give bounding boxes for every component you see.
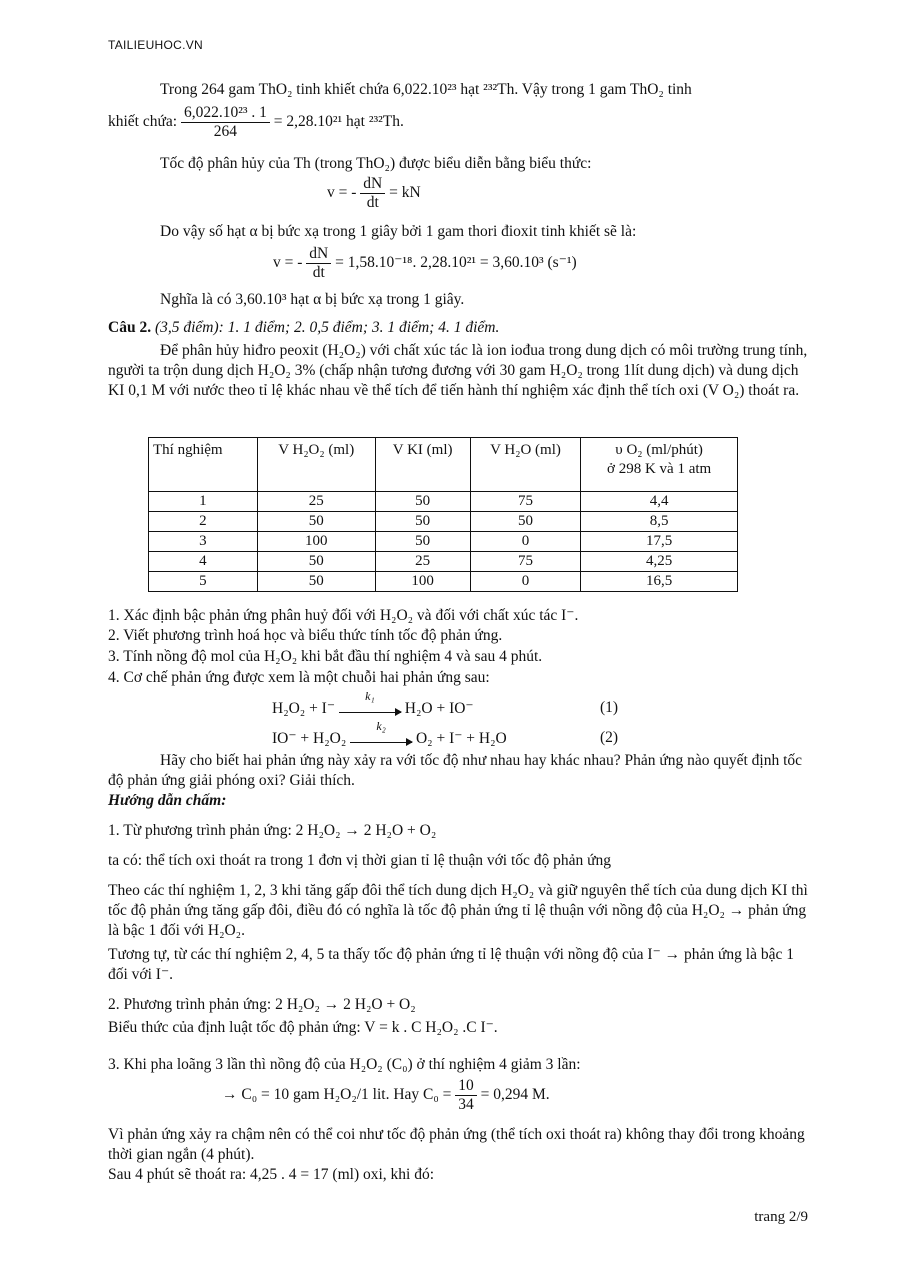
table-row bbox=[149, 512, 738, 532]
table-header-row bbox=[149, 438, 738, 492]
reaction-1 bbox=[272, 689, 474, 718]
header-v-h2o: V H₂O (ml) bbox=[470, 438, 580, 492]
table-cell: 0 bbox=[470, 532, 580, 552]
table-cell: 4,25 bbox=[581, 552, 738, 572]
header-rate-conditions: ở 298 K và 1 atm bbox=[607, 461, 712, 477]
table-cell: 16,5 bbox=[581, 572, 738, 592]
arrow-icon bbox=[350, 719, 412, 743]
equation-alpha-rate bbox=[273, 245, 577, 282]
answer-2-equation: 2. Phương trình phản ứng: 2 H₂O₂ → 2 H₂O + O₂ bbox=[108, 996, 416, 1013]
paragraph-alpha: Do vậy số hạt α bị bức xạ trong 1 giây bởi 1 gam thori đioxit tinh khiết sẽ là: bbox=[160, 223, 637, 240]
reaction-reactants: IO⁻ + H₂O₂ bbox=[272, 730, 347, 747]
site-header: TAILIEUHOC.VN bbox=[108, 38, 204, 52]
grading-guide-title: Hướng dẫn chấm: bbox=[108, 792, 227, 809]
reaction-2 bbox=[272, 719, 507, 748]
table-row bbox=[149, 492, 738, 512]
question-item-1: 1. Xác định bậc phản ứng phân huỷ đối với H₂O₂ và đối với chất xúc tác I⁻. bbox=[108, 607, 579, 624]
fraction-numerator: dN bbox=[306, 245, 331, 264]
equation-lead: v = - bbox=[273, 254, 303, 272]
paragraph-rate-expression: Tốc độ phân hủy của Th (trong ThO₂) được biểu diễn bằng biểu thức: bbox=[160, 155, 592, 172]
question-points: (3,5 điểm): 1. 1 điểm; 2. 0,5 điểm; 3. 1 điểm; 4. 1 điểm. bbox=[154, 319, 500, 336]
table-cell: 100 bbox=[257, 532, 375, 552]
answer-1-line-2: ta có: thể tích oxi thoát ra trong 1 đơn vị thời gian tỉ lệ thuận với tốc độ phản ứng bbox=[108, 852, 612, 869]
question-label: Câu 2. bbox=[108, 319, 152, 336]
fraction bbox=[181, 104, 270, 141]
reaction-reactants: H₂O₂ + I⁻ bbox=[272, 700, 336, 717]
answer-3-line-1: 3. Khi pha loãng 3 lần thì nồng độ của H₂O₂ (C₀) ở thí nghiệm 4 giảm 3 lần: bbox=[108, 1056, 581, 1073]
equation-lead: khiết chứa: bbox=[108, 113, 178, 131]
fraction-denominator: dt bbox=[366, 194, 379, 211]
table-cell: 3 bbox=[149, 532, 258, 552]
table-cell: 50 bbox=[257, 552, 375, 572]
fraction-denominator: dt bbox=[312, 264, 325, 281]
table-cell: 0 bbox=[470, 572, 580, 592]
header-v-h2o2: V H₂O₂ (ml) bbox=[257, 438, 375, 492]
rate-constant: k₁ bbox=[365, 689, 375, 703]
arrow-icon bbox=[339, 689, 401, 713]
fraction-denominator: 264 bbox=[213, 123, 238, 140]
answer-3-line-4: Sau 4 phút sẽ thoát ra: 4,25 . 4 = 17 (ml) oxi, khi đó: bbox=[108, 1166, 435, 1183]
question-item-3: 3. Tính nồng độ mol của H₂O₂ khi bắt đầu thí nghiệm 4 và sau 4 phút. bbox=[108, 648, 543, 665]
table-cell: 1 bbox=[149, 492, 258, 512]
table-cell: 75 bbox=[470, 492, 580, 512]
reaction-products: O₂ + I⁻ + H₂O bbox=[415, 730, 507, 747]
fraction bbox=[306, 245, 331, 282]
fraction bbox=[455, 1077, 477, 1114]
answer-3-line-3: Vì phản ứng xảy ra chậm nên có thể coi như tốc độ phản ứng (thể tích oxi thoát ra) không thay đổi trong khoảng thời gian ngắn (4 phút). bbox=[108, 1126, 805, 1163]
table-row bbox=[149, 572, 738, 592]
header-experiment: Thí nghiệm bbox=[149, 438, 258, 492]
table-cell: 4,4 bbox=[581, 492, 738, 512]
reaction-2-number: (2) bbox=[600, 729, 619, 746]
question-2-heading bbox=[108, 319, 499, 337]
equation-lead: → C₀ = 10 gam H₂O₂/1 lit. Hay C₀ = bbox=[222, 1086, 452, 1104]
header-rate-label: υ O₂ (ml/phút) bbox=[615, 442, 703, 458]
fraction-denominator: 34 bbox=[458, 1096, 474, 1113]
table-cell: 50 bbox=[375, 532, 470, 552]
fraction-numerator: 6,022.10²³ . 1 bbox=[181, 104, 270, 123]
equation-rate bbox=[327, 175, 421, 212]
question-item-2: 2. Viết phương trình hoá học và biểu thức tính tốc độ phản ứng. bbox=[108, 627, 503, 644]
header-rate-o2 bbox=[581, 438, 738, 492]
equation-result: = 0,294 M. bbox=[480, 1086, 550, 1104]
equation-result: = 1,58.10⁻¹⁸. 2,28.10²¹ = 3,60.10³ (s⁻¹) bbox=[335, 254, 577, 272]
table-cell: 75 bbox=[470, 552, 580, 572]
question-item-4: 4. Cơ chế phản ứng được xem là một chuỗi hai phản ứng sau: bbox=[108, 669, 490, 686]
table-cell: 2 bbox=[149, 512, 258, 532]
table-cell: 17,5 bbox=[581, 532, 738, 552]
answer-1-line-3: Theo các thí nghiệm 1, 2, 3 khi tăng gấp đôi thể tích dung dịch H₂O₂ và giữ nguyên thể tích của dung dịch KI thì tốc độ phản ứng tăng gấp đôi, điều đó có nghĩa là tốc độ phản ứng tỉ lệ thuận với nồng độ của H₂O₂ → phản ứng là bậc 1 đối với H₂O₂. bbox=[108, 882, 808, 939]
table-cell: 50 bbox=[257, 512, 375, 532]
table-cell: 4 bbox=[149, 552, 258, 572]
table-cell: 50 bbox=[257, 572, 375, 592]
table-cell: 50 bbox=[375, 512, 470, 532]
answer-1-line-4: Tương tự, từ các thí nghiệm 2, 4, 5 ta thấy tốc độ phản ứng tỉ lệ thuận với nồng độ của I⁻ → phản ứng là bậc 1 đối với I⁻. bbox=[108, 946, 795, 983]
equation-lead: v = - bbox=[327, 184, 357, 202]
table-cell: 50 bbox=[470, 512, 580, 532]
fraction bbox=[360, 175, 385, 212]
header-v-ki: V KI (ml) bbox=[375, 438, 470, 492]
table-cell: 100 bbox=[375, 572, 470, 592]
table-row bbox=[149, 552, 738, 572]
question-4-text: Hãy cho biết hai phản ứng này xảy ra với tốc độ như nhau hay khác nhau? Phản ứng nào quyết định tốc độ phản ứng giải phóng oxi? Giải thích. bbox=[108, 752, 803, 789]
question-2-intro: Để phân hủy hiđro peoxit (H₂O₂) với chất xúc tác là ion iođua trong dung dịch có môi trường trung tính, người ta trộn dung dịch H₂O₂ 3% (chấp nhận tương đương với 30 gam H₂O₂ trong 1lít dung dịch) và dung dịch KI 0,1 M với nước theo tỉ lệ khác nhau về thể tích để tiến hành thí nghiệm xác định thể tích oxi (V O₂) thoát ra. bbox=[108, 342, 808, 399]
reaction-products: H₂O + IO⁻ bbox=[404, 700, 474, 717]
answer-2-rate-law: Biểu thức của định luật tốc độ phản ứng: V = k . C H₂O₂ .C I⁻. bbox=[108, 1019, 498, 1036]
fraction-numerator: 10 bbox=[455, 1077, 477, 1096]
table-cell: 25 bbox=[257, 492, 375, 512]
table-cell: 50 bbox=[375, 492, 470, 512]
paragraph-conclusion: Nghĩa là có 3,60.10³ hạt α bị bức xạ trong 1 giây. bbox=[160, 291, 465, 308]
equation-result: = 2,28.10²¹ hạt ²³²Th. bbox=[273, 113, 404, 131]
table-cell: 25 bbox=[375, 552, 470, 572]
page-number: trang 2/9 bbox=[754, 1209, 808, 1225]
paragraph-tho2: Trong 264 gam ThO₂ tinh khiết chứa 6,022.10²³ hạt ²³²Th. Vậy trong 1 gam ThO₂ tinh bbox=[160, 81, 692, 98]
table-cell: 8,5 bbox=[581, 512, 738, 532]
equation-th-per-gram bbox=[108, 104, 404, 141]
table-row bbox=[149, 532, 738, 552]
table-cell: 5 bbox=[149, 572, 258, 592]
experiment-table bbox=[148, 437, 738, 592]
equation-result: = kN bbox=[389, 184, 421, 202]
rate-constant: k₂ bbox=[376, 719, 386, 733]
fraction-numerator: dN bbox=[360, 175, 385, 194]
answer-3-concentration bbox=[222, 1077, 550, 1114]
reaction-1-number: (1) bbox=[600, 699, 619, 716]
answer-1-equation: 1. Từ phương trình phản ứng: 2 H₂O₂ → 2 H₂O + O₂ bbox=[108, 822, 437, 839]
